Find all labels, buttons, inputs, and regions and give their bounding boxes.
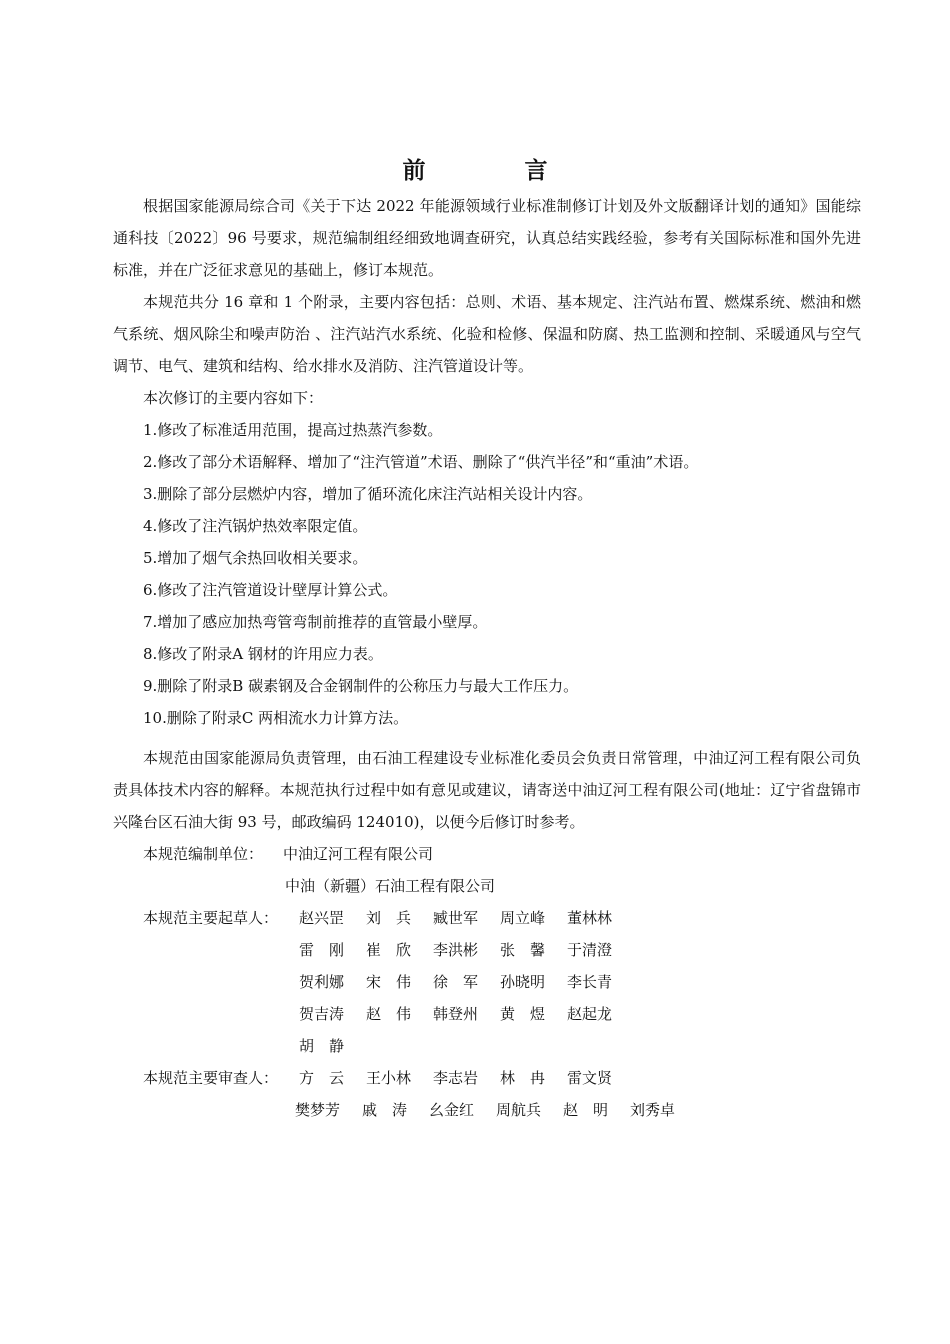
drafter-name: 黄 煜 bbox=[500, 1005, 546, 1023]
drafter-label: 本规范主要起草人： bbox=[143, 909, 279, 927]
editor-label: 本规范编制单位： bbox=[143, 845, 264, 863]
reviewer-name: 林 冉 bbox=[500, 1069, 546, 1087]
revision-item: 5.增加了烟气余热回收相关要求。 bbox=[143, 549, 368, 567]
revision-item: 4.修改了注汽锅炉热效率限定值。 bbox=[143, 517, 368, 535]
editor-row bbox=[113, 838, 861, 870]
reviewer-name: 李志岩 bbox=[433, 1069, 479, 1087]
drafter-name: 孙晓明 bbox=[500, 973, 546, 991]
editor-unit-row bbox=[113, 870, 861, 902]
reviewer-row bbox=[113, 1062, 861, 1094]
drafter-name: 赵起龙 bbox=[567, 1005, 613, 1023]
drafter-name: 臧世军 bbox=[433, 909, 479, 927]
revision-item: 3.删除了部分层燃炉内容，增加了循环流化床注汽站相关设计内容。 bbox=[143, 485, 593, 503]
reviewer-name: 刘秀卓 bbox=[630, 1101, 676, 1119]
page-title: 前 言 bbox=[402, 158, 586, 184]
drafter-name: 崔 欣 bbox=[366, 941, 412, 959]
reviewer-names bbox=[299, 1062, 634, 1094]
revision-item: 8.修改了附录A 钢材的许用应力表。 bbox=[143, 645, 383, 663]
drafter-row bbox=[113, 902, 861, 934]
drafter-names bbox=[299, 902, 634, 934]
revision-list bbox=[113, 414, 861, 734]
drafter-name: 张 馨 bbox=[500, 941, 546, 959]
editor-unit: 中油辽河工程有限公司 bbox=[283, 845, 434, 863]
management-paragraph: 本规范由国家能源局负责管理，由石油工程建设专业标准化委员会负责日常管理，中油辽河工程有限公司负责具体技术内容的解释。本规范执行过程中如有意见或建议，请寄送中油辽河工程有限公司(地址：辽宁省盘锦市兴隆台区石油大街 93 号，邮政编码 124010)，以便今后修订时参考。 bbox=[113, 749, 861, 831]
drafter-name: 李长青 bbox=[567, 973, 613, 991]
reviewer-name: 赵 明 bbox=[563, 1101, 609, 1119]
drafter-names bbox=[113, 934, 861, 966]
drafter-name: 宋 伟 bbox=[366, 973, 412, 991]
editor-unit: 中油（新疆）石油工程有限公司 bbox=[285, 877, 496, 895]
reviewer-name: 戚 涛 bbox=[362, 1101, 408, 1119]
reviewer-name: 方 云 bbox=[299, 1069, 345, 1087]
drafter-name: 胡 静 bbox=[299, 1037, 345, 1055]
reviewer-name: 雷文贤 bbox=[567, 1069, 613, 1087]
drafter-names bbox=[113, 998, 861, 1030]
revision-intro: 本次修订的主要内容如下： bbox=[143, 389, 324, 407]
revision-item: 6.修改了注汽管道设计壁厚计算公式。 bbox=[143, 581, 398, 599]
reviewer-name: 王小林 bbox=[366, 1069, 412, 1087]
drafter-name: 李洪彬 bbox=[433, 941, 479, 959]
intro-paragraph: 根据国家能源局综合司《关于下达 2022 年能源领域行业标准制修订计划及外文版翻译计划的通知》国能综通科技〔2022〕96 号要求，规范编制组经细致地调查研究，认真总结实践经验，参考有关国际标准和国外先进标准，并在广泛征求意见的基础上，修订本规范。 bbox=[113, 197, 861, 279]
drafter-name: 周立峰 bbox=[500, 909, 546, 927]
revision-item: 10.删除了附录C 两相流水力计算方法。 bbox=[143, 709, 409, 727]
drafter-name: 徐 军 bbox=[433, 973, 479, 991]
reviewer-label: 本规范主要审查人： bbox=[143, 1069, 279, 1087]
drafter-name: 贺吉涛 bbox=[299, 1005, 345, 1023]
reviewer-name: 周航兵 bbox=[496, 1101, 542, 1119]
drafter-name: 董林林 bbox=[567, 909, 613, 927]
drafter-name: 韩登州 bbox=[433, 1005, 479, 1023]
drafter-name: 赵兴罡 bbox=[299, 909, 345, 927]
revision-item: 1.修改了标准适用范围，提高过热蒸汽参数。 bbox=[143, 421, 443, 439]
reviewer-name: 幺金红 bbox=[429, 1101, 475, 1119]
revision-item: 7.增加了感应加热弯管弯制前推荐的直管最小壁厚。 bbox=[143, 613, 488, 631]
document-body bbox=[113, 190, 861, 1126]
drafter-name: 刘 兵 bbox=[366, 909, 412, 927]
revision-item: 2.修改了部分术语解释、增加了“注汽管道”术语、删除了“供汽半径”和“重油”术语。 bbox=[143, 453, 699, 471]
revision-item: 9.删除了附录B 碳素钢及合金钢制件的公称压力与最大工作压力。 bbox=[143, 677, 579, 695]
drafter-name: 贺利娜 bbox=[299, 973, 345, 991]
drafter-names bbox=[113, 1030, 861, 1062]
drafter-name: 雷 刚 bbox=[299, 941, 345, 959]
drafter-name: 于清澄 bbox=[567, 941, 613, 959]
drafter-name: 赵 伟 bbox=[366, 1005, 412, 1023]
drafter-names bbox=[113, 966, 861, 998]
reviewer-name: 樊梦芳 bbox=[295, 1101, 341, 1119]
reviewer-names bbox=[113, 1094, 861, 1126]
contents-paragraph: 本规范共分 16 章和 1 个附录，主要内容包括：总则、术语、基本规定、注汽站布置、燃煤系统、燃油和燃气系统、烟风除尘和噪声防治 、注汽站汽水系统、化验和检修、保温和防腐、热工监测和控制、采暖通风与空气调节、电气、建筑和结构、给水排水及消防、注汽管道设计等。 bbox=[113, 293, 861, 375]
